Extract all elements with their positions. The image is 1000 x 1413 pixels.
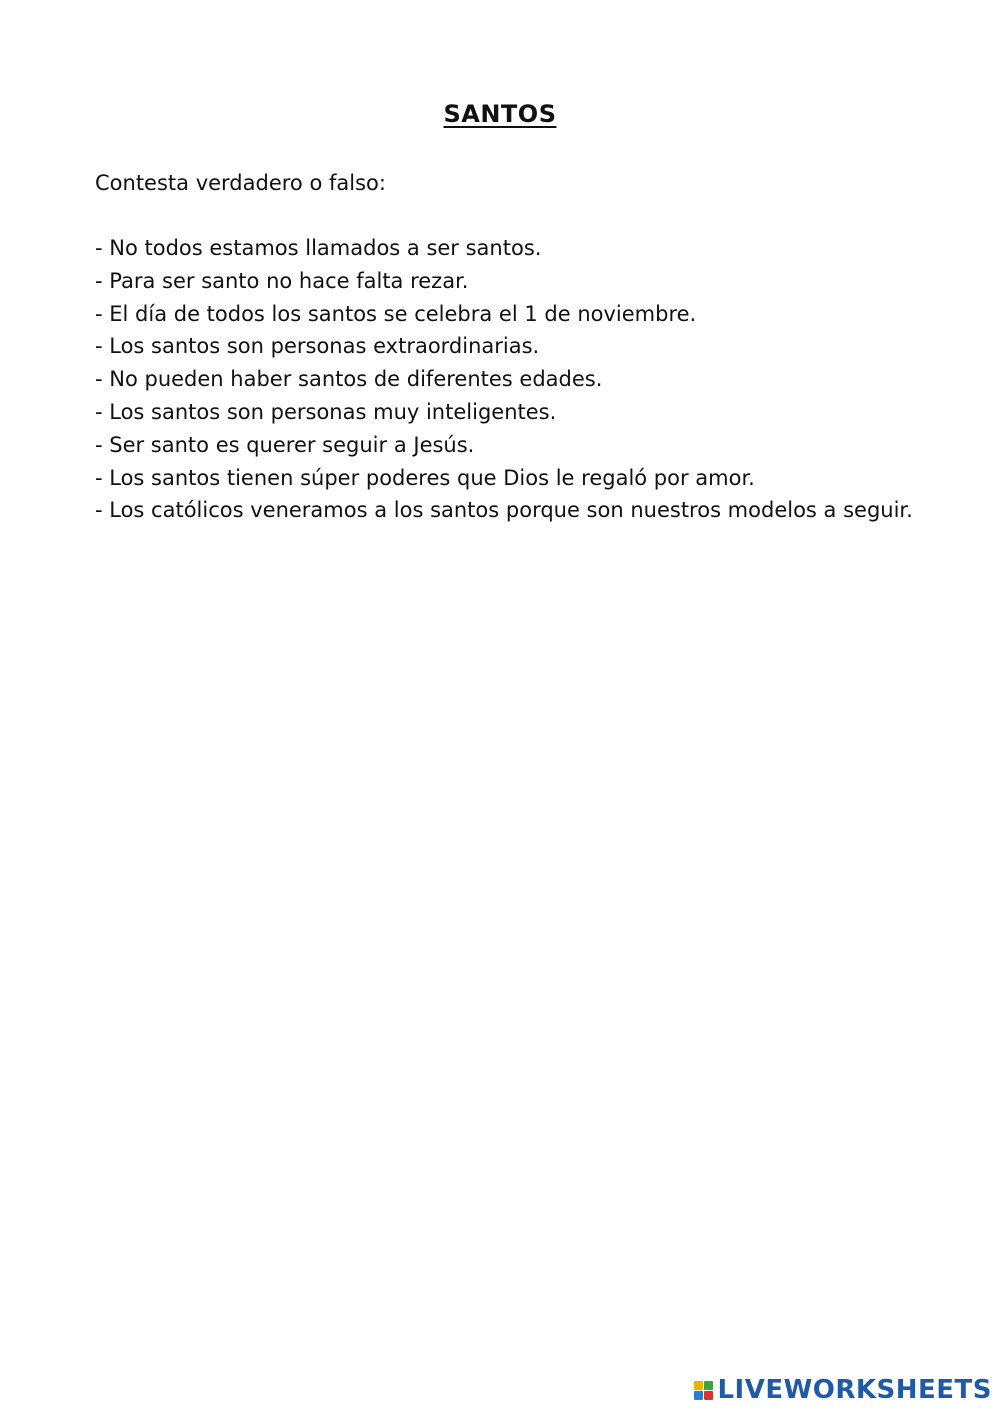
statement-item: - Para ser santo no hace falta rezar. [95,268,469,293]
statement-item: - No todos estamos llamados a ser santos. [95,236,542,260]
liveworksheets-logo-icon [694,1381,713,1400]
statement-item: - Los católicos veneramos a los santos porque son nuestros modelos a seguir. [95,498,913,523]
statement-item: - Los santos son personas extraordinarias. [95,334,540,359]
statement-item: - El día de todos los santos se celebra el 1 de noviembre. [95,301,697,326]
liveworksheets-logo [694,1375,992,1405]
page-title: SANTOS [443,100,557,128]
statement-item: - No pueden haber santos de diferentes edades. [95,367,603,392]
statement-item: - Los santos son personas muy inteligentes. [95,399,557,424]
instruction-text: Contesta verdadero o falso: [95,171,386,195]
statement-item: - Los santos tienen súper poderes que Dios le regaló por amor. [95,465,755,490]
statement-list [95,232,913,527]
logo-text: LIVEWORKSHEETS [717,1375,992,1405]
statement-item: - Ser santo es querer seguir a Jesús. [95,432,475,457]
